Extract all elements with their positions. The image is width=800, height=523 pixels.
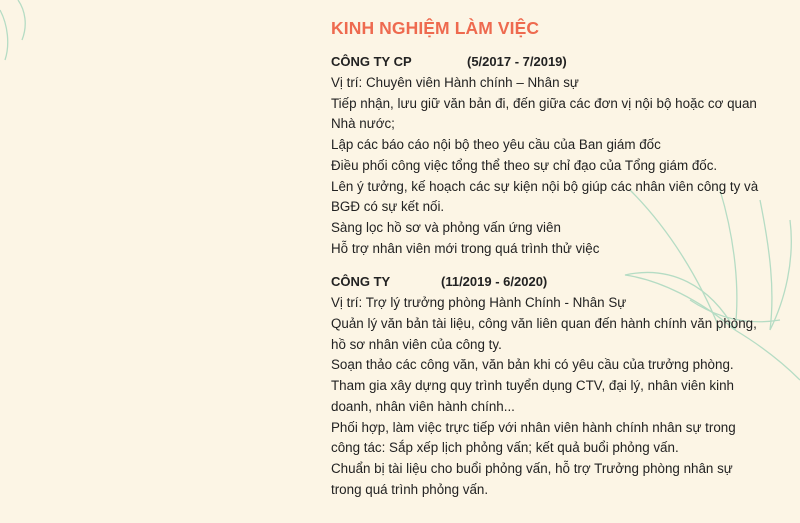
job-line: hồ sơ nhân viên của công ty.: [331, 336, 502, 352]
job-line: Phối hợp, làm việc trực tiếp với nhân viên hành chính nhân sự trong: [331, 419, 736, 435]
job-line: Soạn thảo các công văn, văn bản khi có yêu cầu của trưởng phòng.: [331, 357, 734, 373]
job-period: (5/2017 - 7/2019): [467, 54, 567, 69]
job-line: Chuẩn bị tài liệu cho buổi phỏng vấn, hỗ trợ Trưởng phòng nhân sự: [331, 460, 733, 476]
job-line: Hỗ trợ nhân viên mới trong quá trình thử việc: [331, 240, 600, 256]
job-line: Vị trí: Trợ lý trưởng phòng Hành Chính - Nhân Sự: [331, 295, 627, 311]
job-line: Quản lý văn bản tài liệu, công văn liên quan đến hành chính văn phòng,: [331, 316, 757, 332]
job-line: Nhà nước;: [331, 116, 395, 132]
company-name: CÔNG TY CP: [331, 54, 412, 69]
job-line: Lập các báo cáo nội bộ theo yêu cầu của Ban giám đốc: [331, 137, 661, 153]
job-entry: [331, 51, 791, 259]
job-line: công tác: Sắp xếp lịch phỏng vấn; kết quả buổi phỏng vấn.: [331, 440, 679, 456]
section-title: KINH NGHIỆM LÀM VIỆC: [331, 18, 540, 38]
job-line: doanh, nhân viên hành chính...: [331, 398, 515, 414]
company-name: CÔNG TY: [331, 274, 391, 290]
job-line: trong quá trình phỏng vấn.: [331, 481, 489, 497]
work-experience-section: [331, 18, 791, 512]
job-line: Vị trí: Chuyên viên Hành chính – Nhân sự: [331, 75, 579, 90]
job-header: [331, 271, 791, 293]
job-period: (11/2019 - 6/2020): [441, 274, 548, 290]
job-line: BGĐ có sự kết nối.: [331, 199, 445, 215]
job-line: Tiếp nhận, lưu giữ văn bản đi, đến giữa các đơn vị nội bộ hoặc cơ quan: [331, 95, 757, 111]
job-line: Tham gia xây dựng quy trình tuyển dụng CTV, đại lý, nhân viên kinh: [331, 378, 734, 394]
job-line: Lên ý tưởng, kế hoạch các sự kiện nội bộ giúp các nhân viên công ty và: [331, 178, 759, 194]
job-line: Điều phối công việc tổng thể theo sự chỉ đạo của Tổng giám đốc.: [331, 157, 718, 173]
job-line: Sàng lọc hồ sơ và phỏng vấn ứng viên: [331, 219, 561, 235]
job-header: [331, 51, 791, 73]
job-entry: [331, 271, 791, 500]
